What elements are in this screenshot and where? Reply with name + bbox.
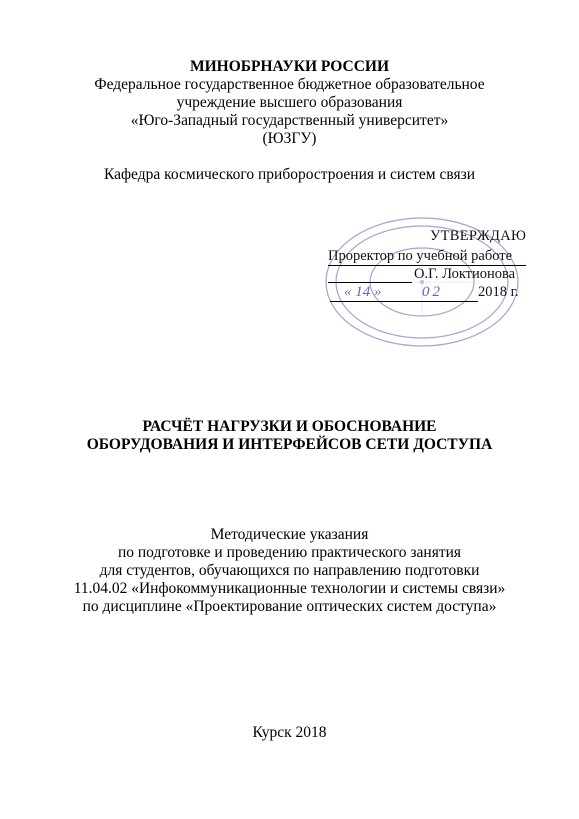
signature-line	[328, 282, 412, 283]
institution-line-2: учреждение высшего образования	[176, 94, 403, 111]
approver-name: О.Г. Локтионова	[414, 266, 516, 282]
description-line-5: по дисциплине «Проектирование оптических систем доступа»	[82, 598, 497, 615]
ministry-title: МИНОБРНАУКИ РОССИИ	[189, 58, 390, 75]
institution-line-3: «Юго-Западный государственный университет»	[130, 112, 449, 129]
approver-position: Проректор по учебной работе	[328, 248, 513, 264]
approval-block	[300, 212, 560, 352]
document-title-line-1: РАСЧЁТ НАГРУЗКИ И ОБОСНОВАНИЕ	[142, 418, 437, 435]
description-line-2: по подготовке и проведению практического занятия	[117, 544, 462, 561]
department-name: Кафедра космического приборостроения и систем связи	[104, 166, 475, 183]
description-line-4: 11.04.02 «Инфокоммуникационные технологии и системы связи»	[73, 580, 506, 597]
approve-label: УТВЕРЖДАЮ	[430, 228, 527, 244]
date-month: 02	[422, 284, 443, 300]
description-line-3: для студентов, обучающихся по направлению подготовки	[99, 562, 480, 579]
institution-line-1: Федеральное государственное бюджетное образовательное	[94, 76, 485, 93]
description-line-1: Методические указания	[210, 526, 369, 543]
city-year: Курск 2018	[252, 724, 327, 741]
institution-abbr: (ЮЗГУ)	[262, 130, 317, 147]
document-title-line-2: ОБОРУДОВАНИЯ И ИНТЕРФЕЙСОВ СЕТИ ДОСТУПА	[86, 436, 493, 453]
date-day: « 14 »	[344, 284, 382, 300]
date-year: 2018 г.	[478, 284, 519, 300]
date-underline	[330, 301, 478, 302]
